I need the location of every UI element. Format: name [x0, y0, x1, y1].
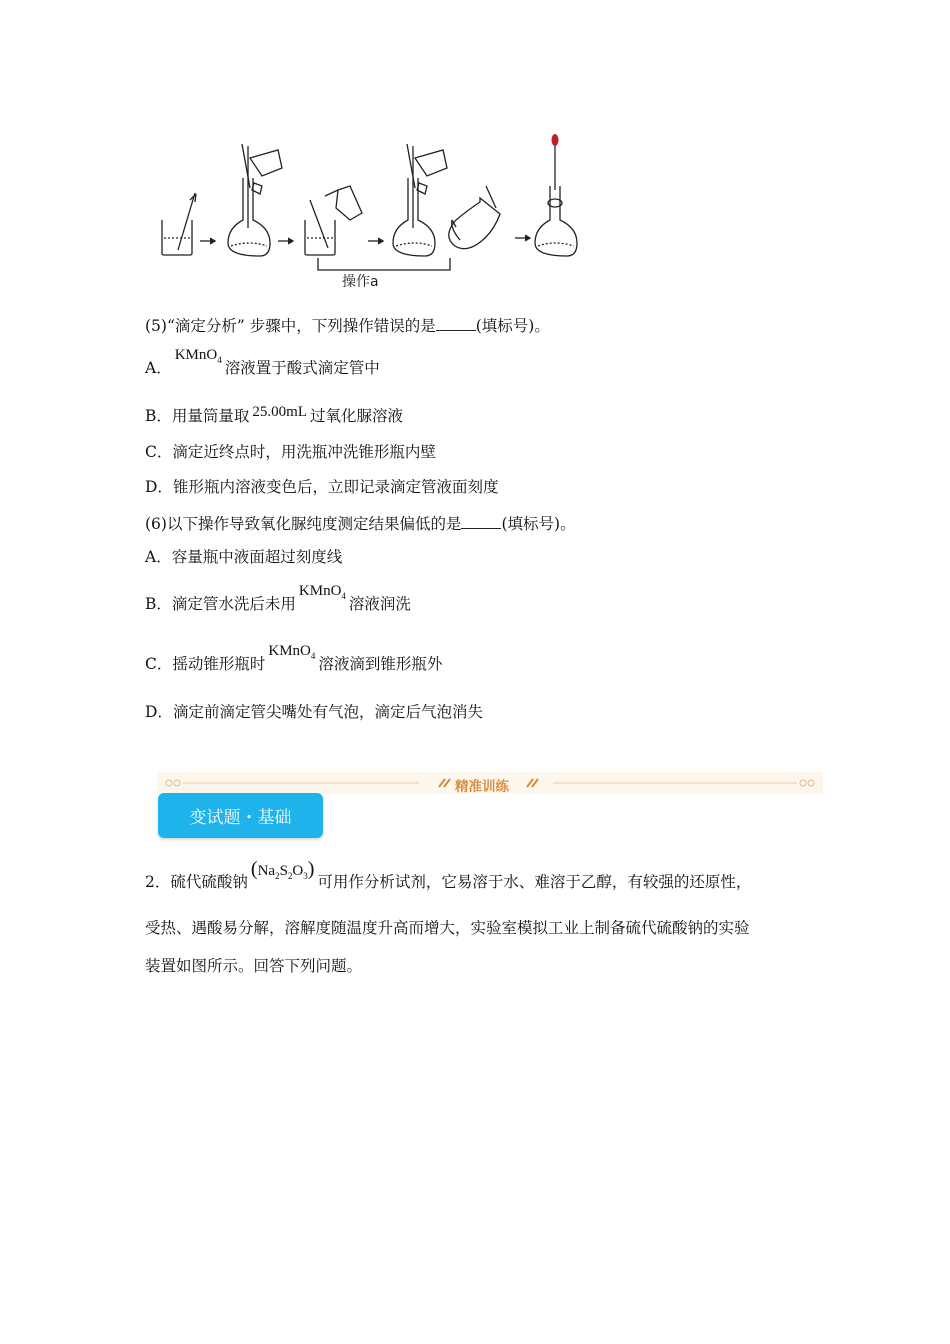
- answer-blank: [436, 316, 476, 331]
- lab-procedure-diagram: [150, 128, 590, 293]
- q2-line-2: 受热、遇酸易分解，溶解度随温度升高而增大，实验室模拟工业上制备硫代硫酸钠的实验: [145, 919, 750, 937]
- q5-option-a: A．KMnO$_4$ 溶液置于酸式滴定管中: [145, 347, 380, 377]
- q6-stem: (6)以下操作导致氧化脲纯度测定结果偏低的是 (填标号)。: [145, 515, 576, 533]
- q2-line-3: 装置如图所示。回答下列问题。: [145, 957, 363, 975]
- q5-stem: (5)“滴定分析” 步骤中，下列操作错误的是 (填标号)。: [145, 317, 550, 335]
- q5-option-b: B．用量筒量取 25.00mL 过氧化脲溶液: [145, 404, 404, 425]
- dropper-bulb-icon: [552, 134, 559, 146]
- shaking-flask-icon: [449, 198, 500, 249]
- formula-kmno4: KMnO$_4$: [268, 643, 316, 661]
- formula-na2s2o3: $(Na_2S_2O_3)$: [250, 858, 315, 881]
- answer-blank: [461, 514, 501, 529]
- formula-kmno4: KMnO$_4$: [174, 347, 222, 365]
- volume-25ml: 25.00mL: [252, 404, 307, 420]
- q6-option-c: C．摇动锥形瓶时KMnO$_4$ 溶液滴到锥形瓶外: [145, 643, 443, 673]
- banner-title: 精准训练: [455, 779, 509, 795]
- q5-option-c: C．滴定近终点时，用洗瓶冲洗锥形瓶内壁: [145, 443, 436, 461]
- q6-option-d: D．滴定前滴定管尖嘴处有气泡，滴定后气泡消失: [145, 703, 483, 721]
- q6-option-a: A．容量瓶中液面超过刻度线: [145, 548, 343, 566]
- section-tag: 变试题・基础: [158, 793, 323, 838]
- q6-option-b: B．滴定管水洗后未用KMnO$_4$ 溶液润洗: [145, 583, 411, 613]
- wash-bottle-icon: [336, 186, 362, 220]
- formula-kmno4: KMnO$_4$: [298, 583, 346, 601]
- q5-option-d: D．锥形瓶内溶液变色后，立即记录滴定管液面刻度: [145, 478, 499, 496]
- q2-line-1: 2．硫代硫酸钠$(Na_2S_2O_3)$可用作分析试剂，它易溶于水、难溶于乙醇，有较强的还原性，: [145, 858, 752, 891]
- diagram-label: 操作a: [342, 274, 379, 290]
